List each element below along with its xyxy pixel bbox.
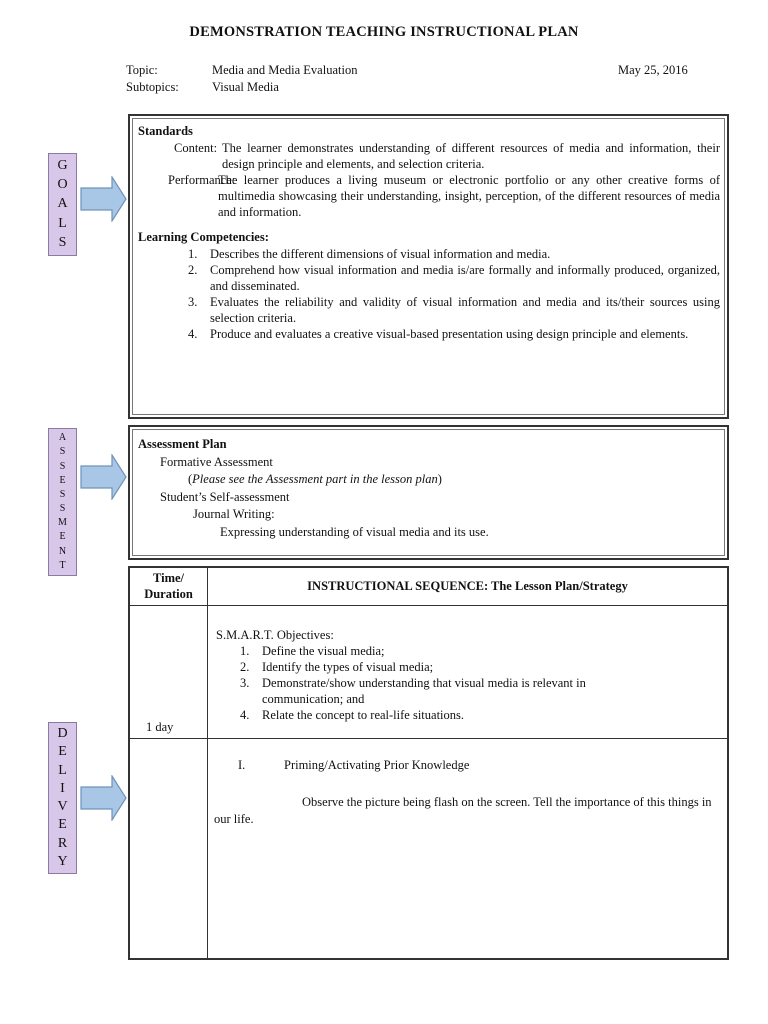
date: May 25, 2016 <box>618 63 688 77</box>
assessment-box <box>128 425 729 560</box>
objectives-heading: S.M.A.R.T. Objectives: <box>216 628 334 642</box>
list-item: 2. Comprehend how visual information and media is/are formally and informally produced, organized, and disseminated. <box>188 263 720 293</box>
priming-text: Observe the picture being flash on the screen. Tell the importance of this things in our life. <box>214 795 712 826</box>
delivery-letter: I <box>60 780 65 796</box>
assessment-note: (Please see the Assessment part in the lesson plan) <box>188 472 442 486</box>
self-assessment: Student’s Self-assessment <box>160 489 290 504</box>
list-item: 4. Produce and evaluates a creative visual-based presentation using design principle and elements. <box>188 327 689 341</box>
delivery-letter: D <box>57 726 68 742</box>
column-header-time: Time/ Duration <box>144 571 193 601</box>
instructional-sequence-table <box>128 566 729 960</box>
list-item: 4. Relate the concept to real-life situations. <box>240 708 465 722</box>
goals-letter: A <box>57 196 68 212</box>
list-item: 3. Evaluates the reliability and validity of visual information and media and its/their sources using selection criteria. <box>188 295 720 325</box>
goals-letter: L <box>58 215 67 231</box>
delivery-letter: V <box>57 799 68 815</box>
goals-label <box>48 153 77 256</box>
standards-heading: Standards <box>138 124 193 138</box>
list-item: 1. Define the visual media; <box>240 644 385 658</box>
delivery-label <box>48 722 77 874</box>
column-header-sequence: INSTRUCTIONAL SEQUENCE: The Lesson Plan/Strategy <box>307 579 628 593</box>
journal-description: Expressing understanding of visual media and its use. <box>220 524 489 539</box>
row-divider <box>130 738 727 739</box>
assessment-letter: E <box>59 531 66 543</box>
list-item: 2. Identify the types of visual media; <box>240 660 434 674</box>
row-divider <box>130 605 727 606</box>
assessment-letter: M <box>58 517 67 529</box>
goals-letter: S <box>58 234 67 250</box>
competencies-heading: Learning Competencies: <box>138 230 269 244</box>
assessment-arrow-icon <box>80 454 128 500</box>
objectives <box>216 627 636 723</box>
assessment-letter: S <box>59 503 66 515</box>
assessment-letter: A <box>58 432 67 444</box>
assessment-letter: S <box>59 488 66 500</box>
goals-arrow-icon <box>80 176 128 222</box>
goals-letter: G <box>57 158 68 174</box>
assessment-letter: S <box>59 460 66 472</box>
performance-text: The learner produces a living museum or electronic portfolio or any other creative forms of multimedia showcasing their understanding, insight, perception, of the different resources of media and information. <box>218 173 720 219</box>
column-divider <box>207 568 208 958</box>
duration-value: 1 day <box>146 720 174 734</box>
goals-letter: O <box>57 177 68 193</box>
priming-title: Priming/Activating Prior Knowledge <box>284 758 470 772</box>
performance-standard <box>138 172 720 220</box>
list-item: 3. Demonstrate/show understanding that visual media is relevant in communication; and <box>240 676 586 706</box>
assessment-letter: E <box>59 474 66 486</box>
formative-assessment: Formative Assessment <box>160 454 273 469</box>
assessment-letter: T <box>59 559 66 571</box>
page-title: DEMONSTRATION TEACHING INSTRUCTIONAL PLAN <box>189 24 579 40</box>
assessment-label <box>48 428 77 576</box>
competencies-list <box>138 246 720 342</box>
content-standard <box>138 140 720 172</box>
subtopics-value: Visual Media <box>212 80 279 94</box>
priming-number: I. <box>238 758 246 772</box>
objectives-list <box>216 643 636 723</box>
delivery-letter: R <box>57 835 68 851</box>
delivery-letter: E <box>58 817 67 833</box>
delivery-letter: Y <box>57 853 68 869</box>
assessment-letter: S <box>59 446 66 458</box>
goals-box <box>128 114 729 419</box>
topic-label: Topic: <box>126 63 158 77</box>
assessment-letter: N <box>58 545 67 557</box>
performance-label: Performance: <box>168 173 236 187</box>
delivery-arrow-icon <box>80 775 128 821</box>
subtopics-label: Subtopics: <box>126 80 179 94</box>
topic-value: Media and Media Evaluation <box>212 63 358 77</box>
content-label: Content: <box>174 141 218 155</box>
delivery-letter: E <box>58 744 67 760</box>
delivery-letter: L <box>58 762 67 778</box>
assessment-heading: Assessment Plan <box>138 437 227 451</box>
content-text: The learner demonstrates understanding of different resources of media and information, their design principle and elements, and selection criteria. <box>222 141 720 171</box>
journal-writing: Journal Writing: <box>193 507 275 521</box>
list-item: 1. Describes the different dimensions of visual information and media. <box>188 247 551 261</box>
